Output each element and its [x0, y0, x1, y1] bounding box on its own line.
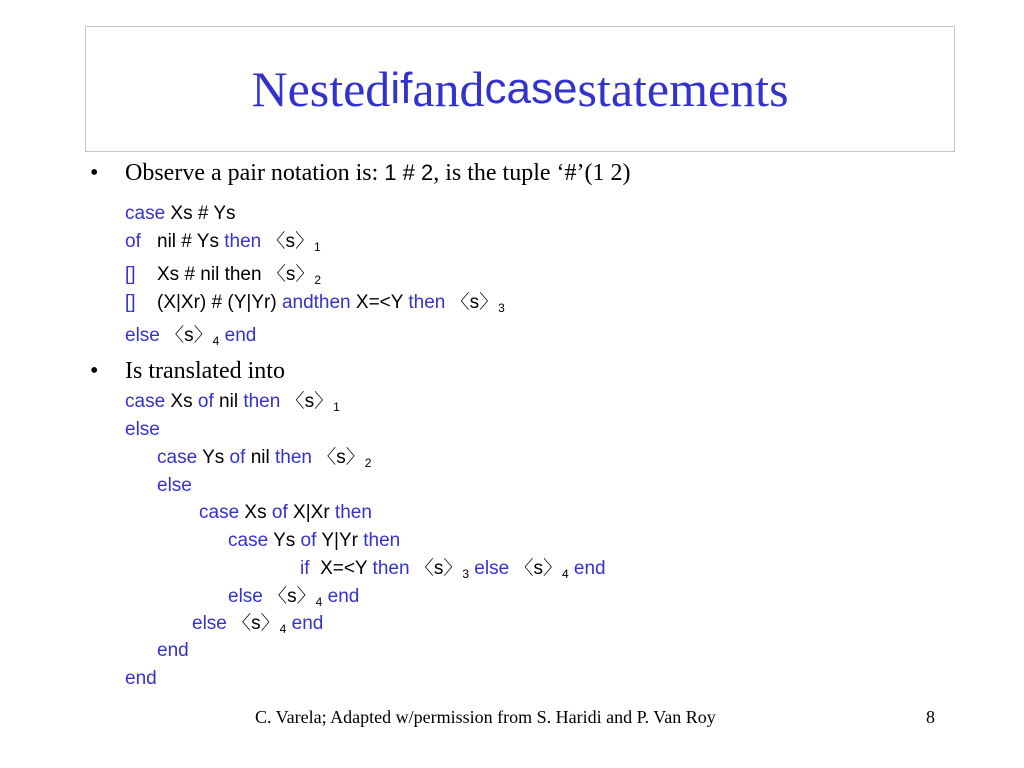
keyword-then: then [372, 558, 410, 579]
bullet-text-tail: , is the tuple ‘#’(1 2) [433, 160, 631, 186]
slide-number: 8 [926, 707, 935, 727]
title-keyword-case: case [484, 64, 578, 113]
slide-title [85, 26, 955, 152]
bullet-translated [90, 358, 285, 385]
keyword-then: then [224, 231, 262, 252]
keyword-end: end [224, 325, 257, 346]
subscript: 3 [498, 301, 505, 315]
keyword-of: of [300, 530, 317, 551]
keyword-of: of [229, 447, 246, 468]
code-text: nil [250, 447, 270, 468]
bullet-marker: • [90, 358, 99, 384]
code-line [125, 292, 505, 314]
keyword-else: else [474, 558, 510, 579]
keyword-end: end [573, 558, 606, 579]
subscript: 3 [462, 567, 470, 581]
statement-placeholder: 〈s〉 [450, 292, 499, 313]
keyword-then: then [334, 502, 372, 523]
statement-placeholder: 〈s〉 [165, 325, 213, 346]
title-keyword-if: if [390, 64, 413, 113]
code-text: Xs [244, 502, 267, 523]
statement-placeholder: 〈s〉 [232, 613, 280, 634]
code-line [125, 264, 321, 286]
pair-notation: 1 # 2 [384, 160, 434, 185]
subscript: 4 [279, 622, 287, 636]
code-text: Xs [170, 391, 193, 412]
subscript: 2 [364, 456, 372, 470]
keyword-end: end [157, 640, 189, 661]
code-line [125, 419, 160, 441]
keyword-if: if [300, 558, 310, 579]
keyword-else: else [125, 419, 160, 440]
keyword-end: end [327, 586, 360, 607]
subscript: 4 [212, 334, 220, 348]
footer-credit: C. Varela; Adapted w/permission from S. Haridi and P. Van Roy [255, 707, 716, 727]
statement-placeholder: 〈s〉 [285, 391, 334, 412]
title-part3: statements [577, 61, 789, 117]
subscript: 2 [314, 273, 322, 287]
subscript: 1 [314, 240, 321, 254]
keyword-else: else [157, 475, 192, 496]
keyword-of: of [271, 502, 288, 523]
title-part2: and [412, 61, 485, 117]
keyword-choice: [] [125, 292, 136, 313]
keyword-case: case [199, 502, 240, 523]
code-line [125, 668, 157, 690]
code-line [125, 325, 256, 347]
code-text: Y|Yr [321, 530, 358, 551]
statement-placeholder: 〈s〉 [266, 264, 315, 285]
code-text: Ys [273, 530, 296, 551]
code-line [157, 475, 192, 497]
keyword-of: of [197, 391, 214, 412]
code-text: nil [219, 391, 239, 412]
code-text: Xs # nil then [157, 264, 262, 285]
code-line [125, 391, 340, 413]
keyword-case: case [228, 530, 269, 551]
code-line [125, 231, 321, 253]
subscript: 4 [315, 595, 323, 609]
keyword-choice: [] [125, 264, 136, 285]
code-line [199, 502, 372, 524]
keyword-then: then [363, 530, 401, 551]
statement-placeholder: 〈s〉 [414, 558, 463, 579]
subscript: 4 [561, 567, 569, 581]
bullet-text: Observe a pair notation is: [125, 160, 385, 186]
keyword-then: then [274, 447, 312, 468]
statement-placeholder: 〈s〉 [268, 586, 316, 607]
bullet-observe [90, 160, 631, 187]
keyword-else: else [228, 586, 263, 607]
code-line [192, 613, 323, 635]
subscript: 1 [333, 400, 340, 414]
keyword-case: case [125, 391, 166, 412]
bullet-marker: • [90, 160, 99, 186]
keyword-andthen: andthen [281, 292, 351, 313]
code-text: X=<Y [320, 558, 368, 579]
code-text: X=<Y [355, 292, 404, 313]
code-text: (X|Xr) # (Y|Yr) [157, 292, 277, 313]
keyword-then: then [243, 391, 281, 412]
statement-placeholder: 〈s〉 [317, 447, 365, 468]
keyword-case: case [157, 447, 198, 468]
keyword-end: end [125, 668, 157, 689]
code-text: Xs # Ys [170, 203, 236, 224]
statement-placeholder: 〈s〉 [514, 558, 562, 579]
title-part1: Nested [251, 61, 391, 117]
bullet-text: Is translated into [125, 358, 285, 384]
keyword-end: end [291, 613, 324, 634]
code-line [157, 640, 189, 662]
keyword-else: else [125, 325, 160, 346]
code-text: Ys [202, 447, 225, 468]
code-line [157, 447, 371, 469]
code-text: X|Xr [293, 502, 330, 523]
statement-placeholder: 〈s〉 [266, 231, 315, 252]
code-line [228, 586, 359, 608]
code-line [228, 530, 400, 552]
code-text: nil # Ys [157, 231, 219, 252]
keyword-then: then [408, 292, 446, 313]
keyword-else: else [192, 613, 227, 634]
code-line [125, 203, 236, 225]
keyword-case: case [125, 203, 166, 224]
code-line [300, 558, 606, 580]
keyword-of: of [125, 231, 141, 252]
